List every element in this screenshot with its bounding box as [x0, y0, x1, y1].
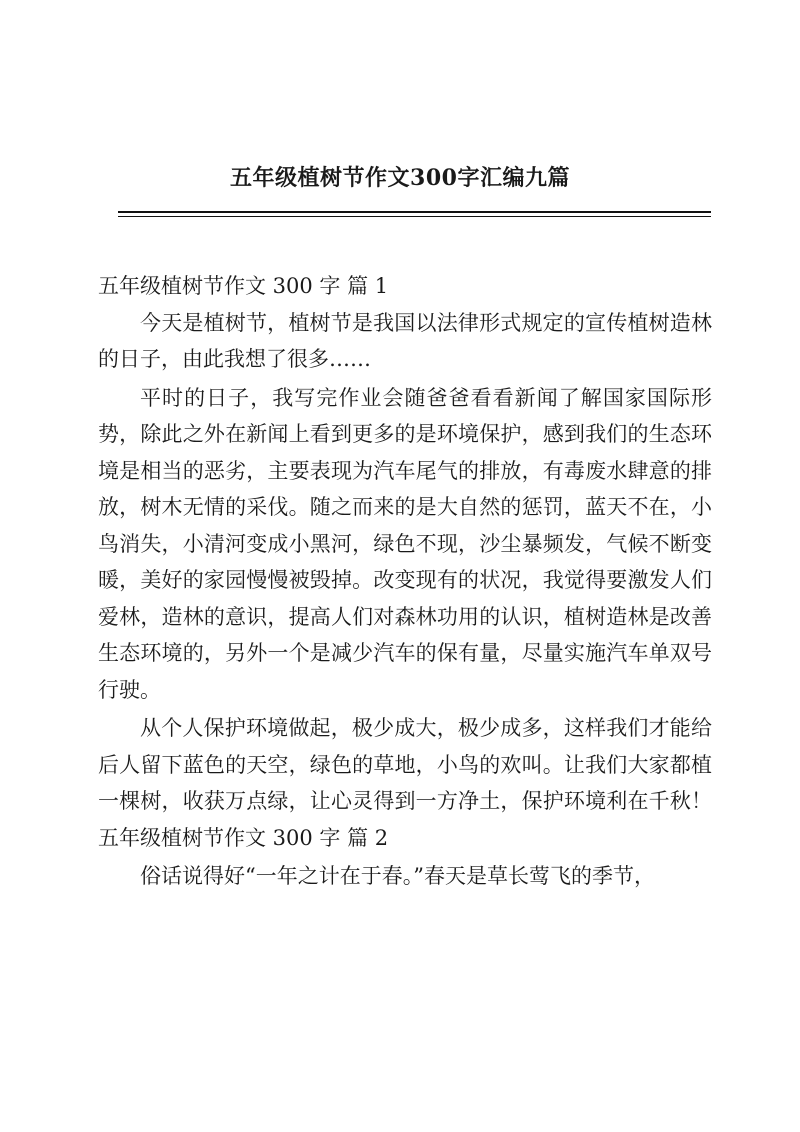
section-heading: 五年级植树节作文 300 字 篇 2: [98, 825, 389, 850]
paragraph: [98, 710, 712, 856]
title-rule-thick: [118, 211, 711, 213]
section-heading: 五年级植树节作文 300 字 篇 1: [98, 274, 389, 298]
paragraph: 平时的日子，我写完作业会随爸爸看看新闻了解国家国际形势，除此之外在新闻上看到更多的是环境保护，感到我们的生态环境是相当的恶劣，主要表现为汽车尾气的排放，有毒废水肆意的排放，树木无情的采伐。随之而来的是大自然的惩罚，蓝天不在，小鸟消失，小清河变成小黑河，绿色不现，沙尘暴频发，气候不断变暖，美好的家园慢慢被毁掉。改变现有的状况，我觉得要激发人们爱林，造林的意识，提高人们对森林功用的认识，植树造林是改善生态环境的，另外一个是减少汽车的保有量，尽量实施汽车单双号行驶。: [98, 385, 712, 702]
document-title: 五年级植树节作文300字汇编九篇: [230, 165, 570, 191]
paragraph: 今天是植树节，植树节是我国以法律形式规定的宣传植树造林的日子，由此我想了很多……: [98, 310, 712, 371]
title-rule-thin: [118, 216, 711, 217]
paragraph: 俗话说得好“一年之计在于春。”春天是草长莺飞的季节，: [140, 864, 655, 888]
document-body: [98, 268, 712, 895]
paragraph-text: 从个人保护环境做起，极少成大，极少成多，这样我们才能给后人留下蓝色的天空，绿色的草地，小鸟的欢叫。让我们大家都植一棵树，收获万点绿，让心灵得到一方净土，保护环境利在千秋！: [98, 716, 712, 813]
